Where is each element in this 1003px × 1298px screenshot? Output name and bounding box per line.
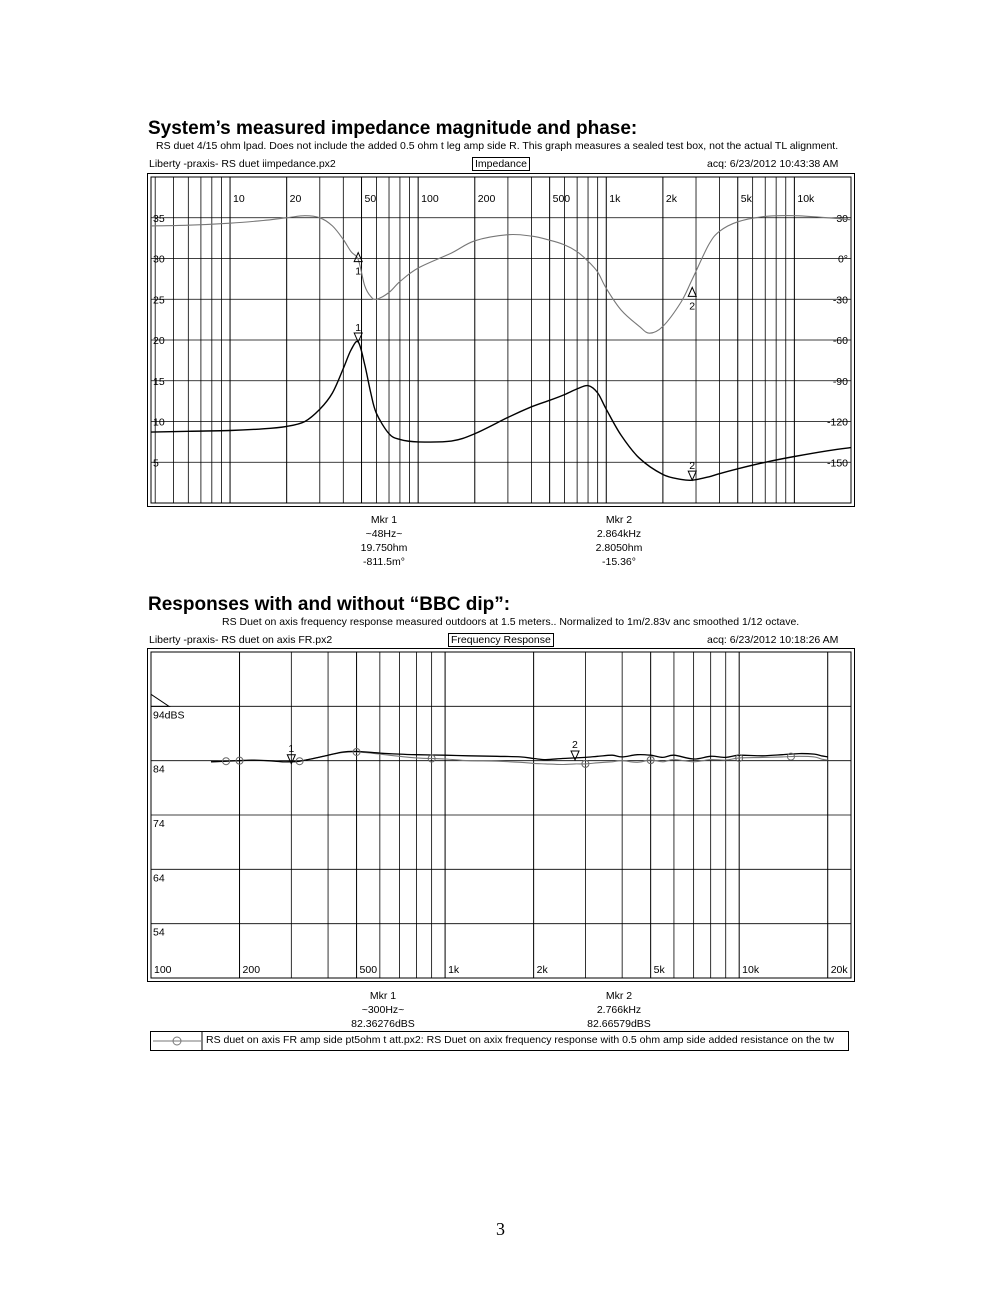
marker-value: 82.36276dBS — [351, 1018, 415, 1030]
y-tick-label: 74 — [153, 818, 165, 830]
x-tick-label: 10k — [742, 964, 760, 976]
y-left-tick-label: 5 — [153, 457, 159, 470]
marker-title: Mkr 2 — [605, 990, 633, 1002]
impedance-acq-time: acq: 6/23/2012 10:43:38 AM — [707, 158, 839, 170]
y-left-tick-label: 10 — [153, 416, 165, 429]
impedance-marker-1-readout — [334, 513, 434, 569]
y-left-tick-label: 15 — [153, 375, 165, 388]
x-tick-label: 1k — [448, 964, 460, 976]
response-legend — [150, 1031, 849, 1051]
response-subtitle: RS Duet on axis frequency response measured outdoors at 1.5 meters.. Normalized to 1m/2.83v anc smoothed 1/12 octave. — [222, 616, 800, 628]
marker-frequency: 2.864kHz — [596, 528, 642, 540]
impedance-subtitle: RS duet 4/15 ohm lpad. Does not include the added 0.5 ohm t leg amp side R. This graph measures a sealed test box, not the actual TL alignment. — [156, 140, 839, 152]
x-tick-label: 5k — [740, 193, 752, 205]
marker-label: 1 — [355, 265, 362, 278]
y-right-tick-label: -90 — [832, 375, 848, 388]
response-file-name: Liberty -praxis- RS duet on axis FR.px2 — [149, 634, 333, 646]
response-heading: Responses with and without “BBC dip”: — [148, 594, 511, 615]
marker-label: 1 — [355, 322, 362, 335]
response-mode-box: Frequency Response — [448, 633, 554, 647]
x-tick-label: 10 — [233, 193, 245, 205]
marker-label: 2 — [689, 300, 696, 313]
marker-frequency: 2.766kHz — [596, 1004, 642, 1016]
legend-label: RS duet on axis FR amp side pt5ohm t att.px2: RS Duet on axix frequency response with 0.5 ohm amp side added resistance on the tw — [206, 1034, 835, 1046]
marker-value: 19.750hm — [360, 542, 408, 554]
y-right-tick-label: -150 — [826, 457, 848, 470]
y-right-tick-label: -120 — [826, 416, 848, 429]
response-marker-1-readout — [333, 989, 433, 1031]
marker-label: 2 — [689, 460, 696, 473]
x-tick-label: 50 — [364, 193, 377, 205]
x-tick-label: 10k — [797, 193, 815, 205]
y-left-tick-label: 30 — [153, 253, 165, 266]
x-tick-label: 20 — [289, 193, 302, 205]
y-tick-label: 84 — [153, 763, 165, 776]
x-tick-label: 100 — [421, 193, 439, 205]
x-tick-label: 5k — [653, 964, 665, 976]
marker-phase: -15.36° — [602, 556, 636, 568]
x-tick-label: 2k — [536, 964, 548, 976]
y-left-tick-label: 25 — [153, 294, 165, 307]
marker-label: 1 — [288, 742, 295, 755]
y-right-tick-label: 30 — [836, 212, 848, 225]
legend-swatch-icon — [151, 1032, 203, 1050]
y-tick-label: 64 — [153, 872, 165, 885]
page-number: 3 — [496, 1219, 505, 1239]
x-tick-label: 2k — [665, 193, 677, 205]
impedance-mode-box: Impedance — [472, 157, 530, 171]
y-right-tick-label: -60 — [832, 335, 848, 347]
y-right-tick-label: -30 — [832, 294, 848, 307]
x-tick-label: 100 — [154, 964, 172, 976]
x-tick-label: 200 — [242, 964, 261, 976]
marker-frequency: ~300Hz~ — [361, 1004, 405, 1016]
marker-phase: -811.5m° — [363, 556, 405, 568]
y-right-tick-label: 0° — [837, 253, 848, 266]
y-tick-label: 94dBS — [153, 709, 185, 722]
marker-frequency: ~48Hz~ — [365, 528, 403, 540]
x-tick-label: 200 — [477, 193, 496, 205]
impedance-heading: System’s measured impedance magnitude and phase: — [148, 118, 638, 139]
marker-value: 82.66579dBS — [587, 1018, 651, 1030]
marker-label: 2 — [572, 738, 578, 751]
x-tick-label: 20k — [830, 964, 848, 976]
x-tick-label: 500 — [359, 964, 378, 976]
y-left-tick-label: 35 — [153, 212, 165, 225]
impedance-file-name: Liberty -praxis- RS duet iimpedance.px2 — [149, 158, 336, 170]
x-tick-label: 1k — [609, 193, 621, 205]
response-marker-2-readout — [569, 989, 669, 1031]
marker-value: 2.8050hm — [595, 542, 643, 554]
marker-title: Mkr 1 — [369, 990, 397, 1002]
marker-title: Mkr 2 — [605, 514, 633, 526]
impedance-chart — [147, 173, 855, 507]
y-tick-label: 54 — [153, 926, 165, 939]
impedance-marker-2-readout — [569, 513, 669, 569]
response-chart — [147, 648, 855, 982]
y-left-tick-label: 20 — [153, 335, 165, 347]
response-acq-time: acq: 6/23/2012 10:18:26 AM — [707, 634, 839, 646]
x-tick-label: 500 — [552, 193, 571, 205]
marker-title: Mkr 1 — [370, 514, 398, 526]
